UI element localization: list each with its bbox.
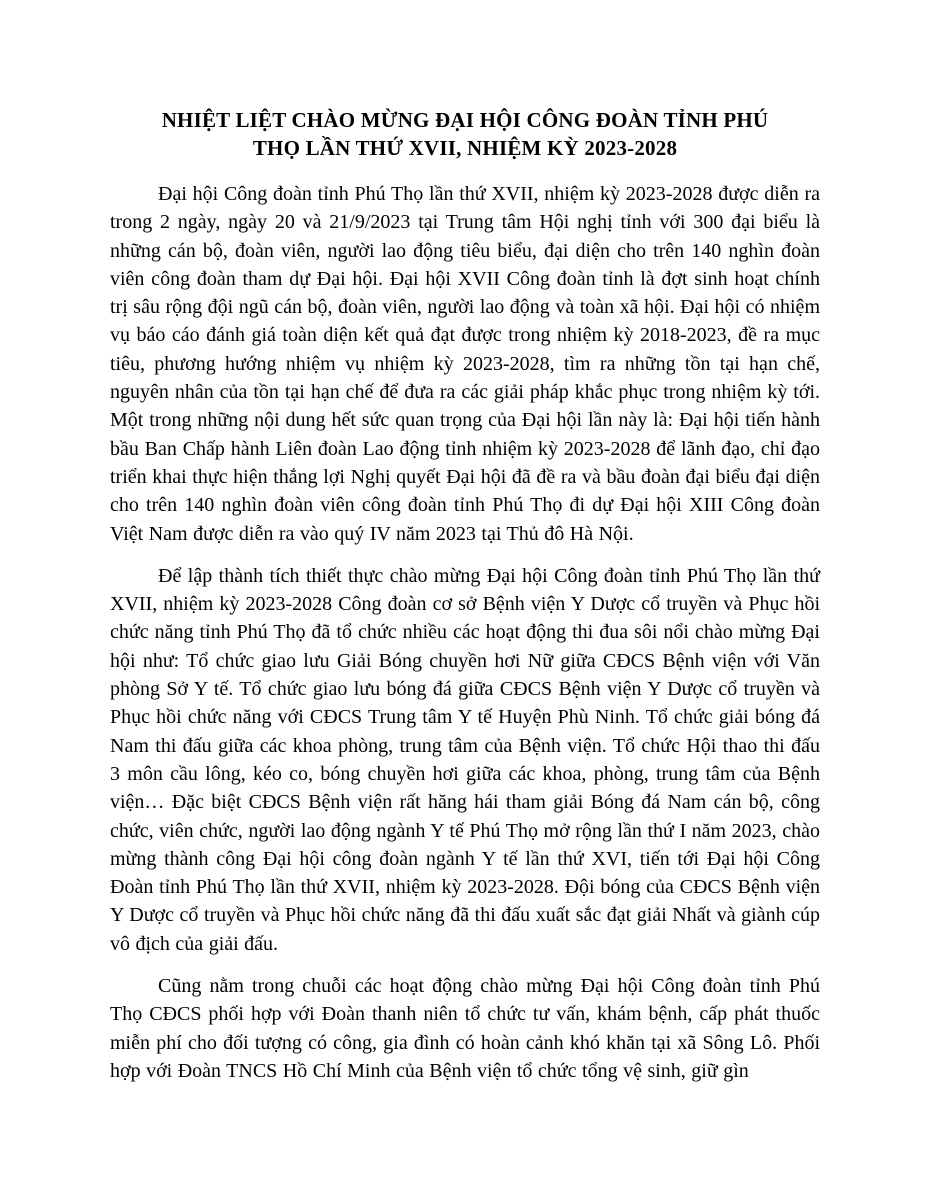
paragraph-union-activities: Để lập thành tích thiết thực chào mừng Đại hội Công đoàn tỉnh Phú Thọ lần thứ XVII, nhiệm kỳ 2023-2028 Công đoàn cơ sở Bệnh viện Y Dược cổ truyền và Phục hồi chức năng tỉnh Phú Thọ đã tổ chức nhiều các hoạt động thi đua sôi nổi chào mừng Đại hội như: Tổ chức giao lưu Giải Bóng chuyền hơi Nữ giữa CĐCS Bệnh viện với Văn phòng Sở Y tế. Tổ chức giao lưu bóng đá giữa CĐCS Bệnh viện Y Dược cổ truyền và Phục hồi chức năng với CĐCS Trung tâm Y tế Huyện Phù Ninh. Tổ chức giải bóng đá Nam thi đấu giữa các khoa phòng, trung tâm của Bệnh viện. Tổ chức Hội thao thi đấu 3 môn cầu lông, kéo co, bóng chuyền hơi giữa các khoa, phòng, trung tâm của Bệnh viện… Đặc biệt CĐCS Bệnh viện rất hăng hái tham giải Bóng đá Nam cán bộ, công chức, viên chức, người lao động ngành Y tế Phú Thọ mở rộng lần thứ I năm 2023, chào mừng thành công Đại hội công đoàn ngành Y tế lần thứ XVI, tiến tới Đại hội Công Đoàn tỉnh Phú Thọ lần thứ XVII, nhiệm kỳ 2023-2028. Đội bóng của CĐCS Bệnh viện Y Dược cổ truyền và Phục hồi chức năng đã thi đấu xuất sắc đạt giải Nhất và giành cúp vô địch của giải đấu. [110, 564, 820, 955]
document-title-line-1: NHIỆT LIỆT CHÀO MỪNG ĐẠI HỘI CÔNG ĐOÀN TỈNH PHÚ [161, 108, 769, 132]
paragraph-congress-overview: Đại hội Công đoàn tỉnh Phú Thọ lần thứ XVII, nhiệm kỳ 2023-2028 được diễn ra trong 2 ngày, ngày 20 và 21/9/2023 tại Trung tâm Hội nghị tỉnh với 300 đại biểu là những cán bộ, đoàn viên, người lao động tiêu biểu, đại diện cho trên 140 nghìn đoàn viên công đoàn tham dự Đại hội. Đại hội XVII Công đoàn tỉnh là đợt sinh hoạt chính trị sâu rộng đội ngũ cán bộ, đoàn viên, người lao động và toàn xã hội. Đại hội có nhiệm vụ báo cáo đánh giá toàn diện kết quả đạt được trong nhiệm kỳ 2018-2023, đề ra mục tiêu, phương hướng nhiệm vụ nhiệm kỳ 2023-2028, tìm ra những tồn tại hạn chế, nguyên nhân của tồn tại hạn chế để đưa ra các giải pháp khắc phục trong nhiệm kỳ tới. Một trong những nội dung hết sức quan trọng của Đại hội lần này là: Đại hội tiến hành bầu Ban Chấp hành Liên đoàn Lao động tỉnh nhiệm kỳ 2023-2028 để lãnh đạo, chỉ đạo triển khai thực hiện thắng lợi Nghị quyết Đại hội đã đề ra và bầu đoàn đại biểu đại diện cho trên 140 nghìn đoàn viên công đoàn tỉnh Phú Thọ đi dự Đại hội XIII Công đoàn Việt Nam được diễn ra vào quý IV năm 2023 tại Thủ đô Hà Nội. [110, 183, 820, 545]
document-title [110, 106, 820, 162]
paragraph-community-activities: Cũng nằm trong chuỗi các hoạt động chào mừng Đại hội Công đoàn tỉnh Phú Thọ CĐCS phối hợp với Đoàn thanh niên tổ chức tư vấn, khám bệnh, cấp phát thuốc miễn phí cho đối tượng có công, gia đình có hoàn cảnh khó khăn tại xã Sông Lô. Phối hợp với Đoàn TNCS Hồ Chí Minh của Bệnh viện tổ chức tổng vệ sinh, giữ gìn [110, 975, 820, 1082]
document-title-line-2: THỌ LẦN THỨ XVII, NHIỆM KỲ 2023-2028 [252, 136, 678, 160]
